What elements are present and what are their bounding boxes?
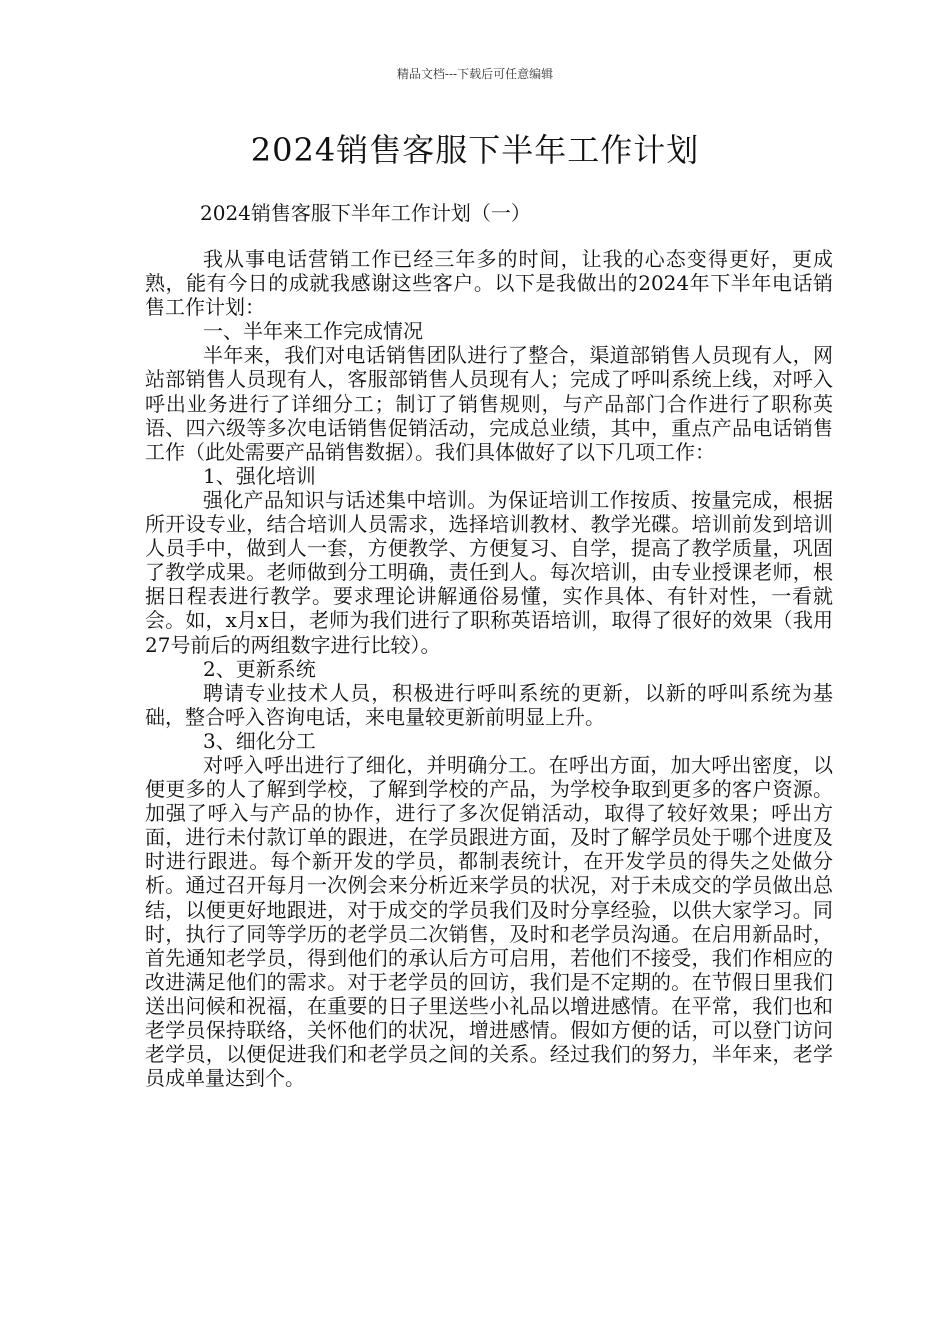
paragraph-system-update: 聘请专业技术人员，积极进行呼叫系统的更新，以新的呼叫系统为基础，整合呼入咨询电话，来电量较更新前明显上升。 bbox=[145, 680, 833, 729]
heading-division-of-work: 3、细化分工 bbox=[203, 728, 316, 753]
heading-system-update: 2、更新系统 bbox=[203, 656, 316, 681]
section-subtitle: 2024销售客服下半年工作计划（一） bbox=[200, 201, 531, 225]
paragraph-training: 强化产品知识与话述集中培训。为保证培训工作按质、按量完成，根据所开设专业，结合培训人员需求，选择培训教材、教学光碟。培训前发到培训人员手中，做到人一套，方便教学、方便复习、自学，提高了教学质量，巩固了教学成果。老师做到分工明确，责任到人。每次培训，由专业授课老师，根据日程表进行教学。要求理论讲解通俗易懂，实作具体、有针对性，一看就会。如，x月x日，老师为我们进行了职称英语培训，取得了很好的效果（我用27号前后的两组数字进行比较）。 bbox=[145, 487, 833, 657]
page-title: 2024销售客服下半年工作计划 bbox=[250, 131, 700, 169]
heading-work-completion: 一、半年来工作完成情况 bbox=[203, 319, 423, 344]
paragraph-intro: 我从事电话营销工作已经三年多的时间，让我的心态变得更好，更成熟，能有今日的成就我感谢这些客户。以下是我做出的2024年下半年电话销售工作计划： bbox=[145, 247, 833, 320]
paragraph-summary: 半年来，我们对电话销售团队进行了整合，渠道部销售人员现有人，网站部销售人员现有人，客服部销售人员现有人；完成了呼叫系统上线，对呼入呼出业务进行了详细分工；制订了销售规则，与产品部门合作进行了职称英语、四六级等多次电话销售促销活动，完成总业绩，其中，重点产品电话销售工作（此处需要产品销售数据）。我们具体做好了以下几项工作： bbox=[145, 343, 833, 464]
heading-training: 1、强化培训 bbox=[203, 463, 316, 488]
paragraph-division-of-work: 对呼入呼出进行了细化，并明确分工。在呼出方面，加大呼出密度，以便更多的人了解到学校，了解到学校的产品，为学校争取到更多的客户资源。加强了呼入与产品的协作，进行了多次促销活动，取得了较好效果；呼出方面，进行未付款订单的跟进，在学员跟进方面，及时了解学员处于哪个进度及时进行跟进。每个新开发的学员，都制表统计，在开发学员的得失之处做分析。通过召开每月一次例会来分析近来学员的状况，对于未成交的学员做出总结，以便更好地跟进，对于成交的学员我们及时分享经验，以供大家学习。同时，执行了同等学历的老学员二次销售，及时和老学员沟通。在启用新品时，首先通知老学员，得到他们的承认后方可启用，若他们不接受，我们作相应的改进满足他们的需求。对于老学员的回访，我们是不定期的。在节假日里我们送出问候和祝福，在重要的日子里送些小礼品以增进感情。在平常，我们也和老学员保持联络，关怀他们的状况，增进感情。假如方便的话，可以登门访问老学员，以便促进我们和老学员之间的关系。经过我们的努力，半年来，老学员成单量达到个。 bbox=[145, 752, 833, 1091]
document-body bbox=[145, 247, 833, 1090]
header-note: 精品文档---下载后可任意编辑 bbox=[396, 67, 554, 81]
